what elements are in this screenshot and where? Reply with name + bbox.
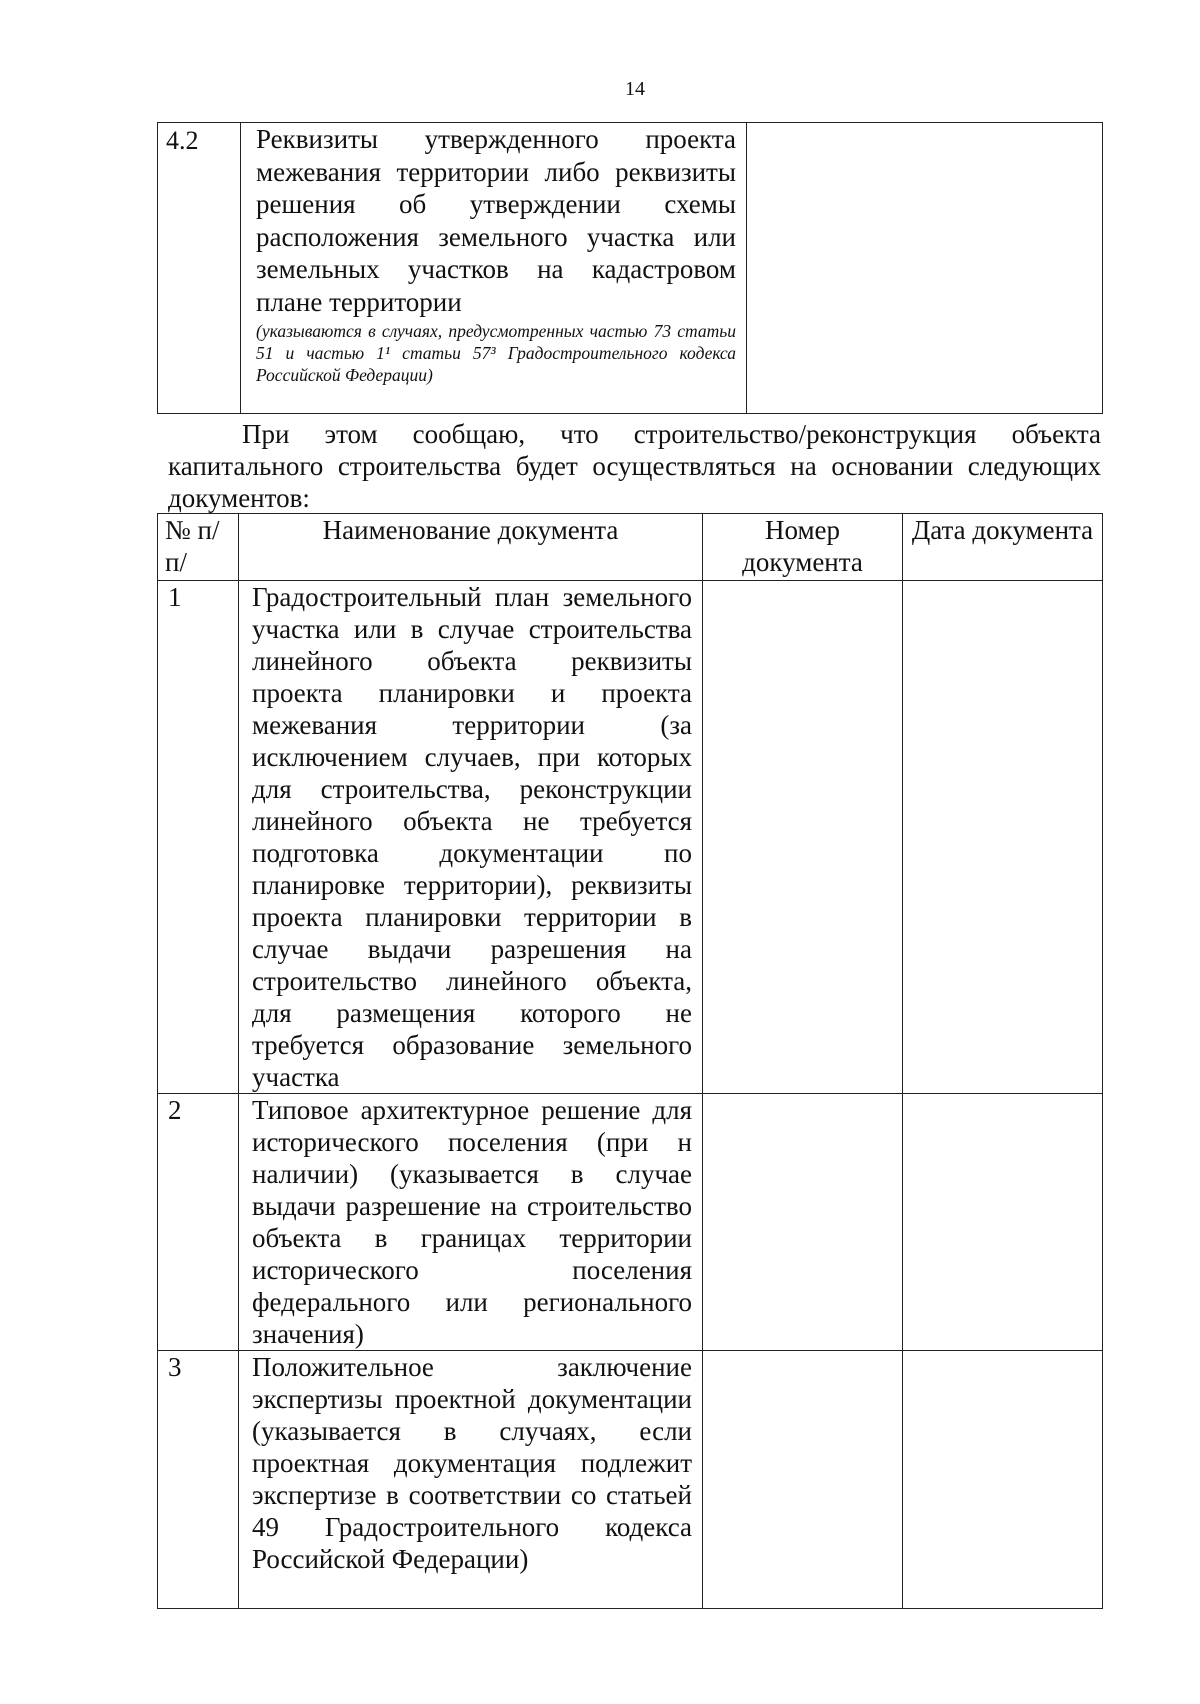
section-number: 4.2: [158, 123, 241, 414]
header-num: № п/п/: [158, 514, 239, 581]
row-doc-number: [703, 581, 903, 1094]
row-name: Положительное заключение экспертизы проектной документации (указывается в случаях, если проектная документация подлежит экспертизе в соответствии со статьей 49 Градостроительного кодекса Российской Федерации): [239, 1351, 703, 1609]
section-text: Реквизиты утвержденного проекта межевания территории либо реквизиты решения об утверждении схемы расположения земельного участка или земельных участков на кадастровом плане территории: [256, 124, 736, 317]
row-num: 2: [158, 1094, 239, 1351]
section-4-2-table: [157, 122, 1103, 414]
row-doc-number: [703, 1351, 903, 1609]
row-doc-number: [703, 1094, 903, 1351]
row-doc-date: [903, 1094, 1103, 1351]
documents-table: [157, 513, 1103, 1609]
row-doc-date: [903, 1351, 1103, 1609]
table-row: [158, 1351, 1103, 1609]
section-note: (указываются в случаях, предусмотренных частью 73 статьи 51 и частью 1¹ статьи 57³ Градостроительного кодекса Российской Федерации): [256, 321, 736, 385]
table-row: [158, 581, 1103, 1094]
page-number: 14: [625, 78, 645, 100]
header-number: Номер документа: [703, 514, 903, 581]
table-header-row: [158, 514, 1103, 581]
row-name: Градостроительный план земельного участка или в случае строительства линейного объекта реквизиты проекта планировки и проекта межевания территории (за исключением случаев, при которых для строительства, реконструкции линейного объекта не требуется подготовка документации по планировке территории), реквизиты проекта планировки территории в случае выдачи разрешения на строительство линейного объекта, для размещения которого не требуется образование земельного участка: [239, 581, 703, 1094]
section-value-cell: [747, 123, 1103, 414]
row-name: Типовое архитектурное решение для исторического поселения (при н наличии) (указывается в случае выдачи разрешение на строительство объекта в границах территории исторического поселения федерального или регионального значения): [239, 1094, 703, 1351]
intro-paragraph: При этом сообщаю, что строительство/реконструкция объекта капитального строительства будет осуществляться на основании следующих документов:: [168, 419, 1101, 513]
table-row: [158, 1094, 1103, 1351]
row-num: 1: [158, 581, 239, 1094]
row-num: 3: [158, 1351, 239, 1609]
section-text-cell: [241, 123, 747, 414]
row-doc-date: [903, 581, 1103, 1094]
header-date: Дата документа: [903, 514, 1103, 581]
table-row: [158, 123, 1103, 414]
header-name: Наименование документа: [239, 514, 703, 581]
